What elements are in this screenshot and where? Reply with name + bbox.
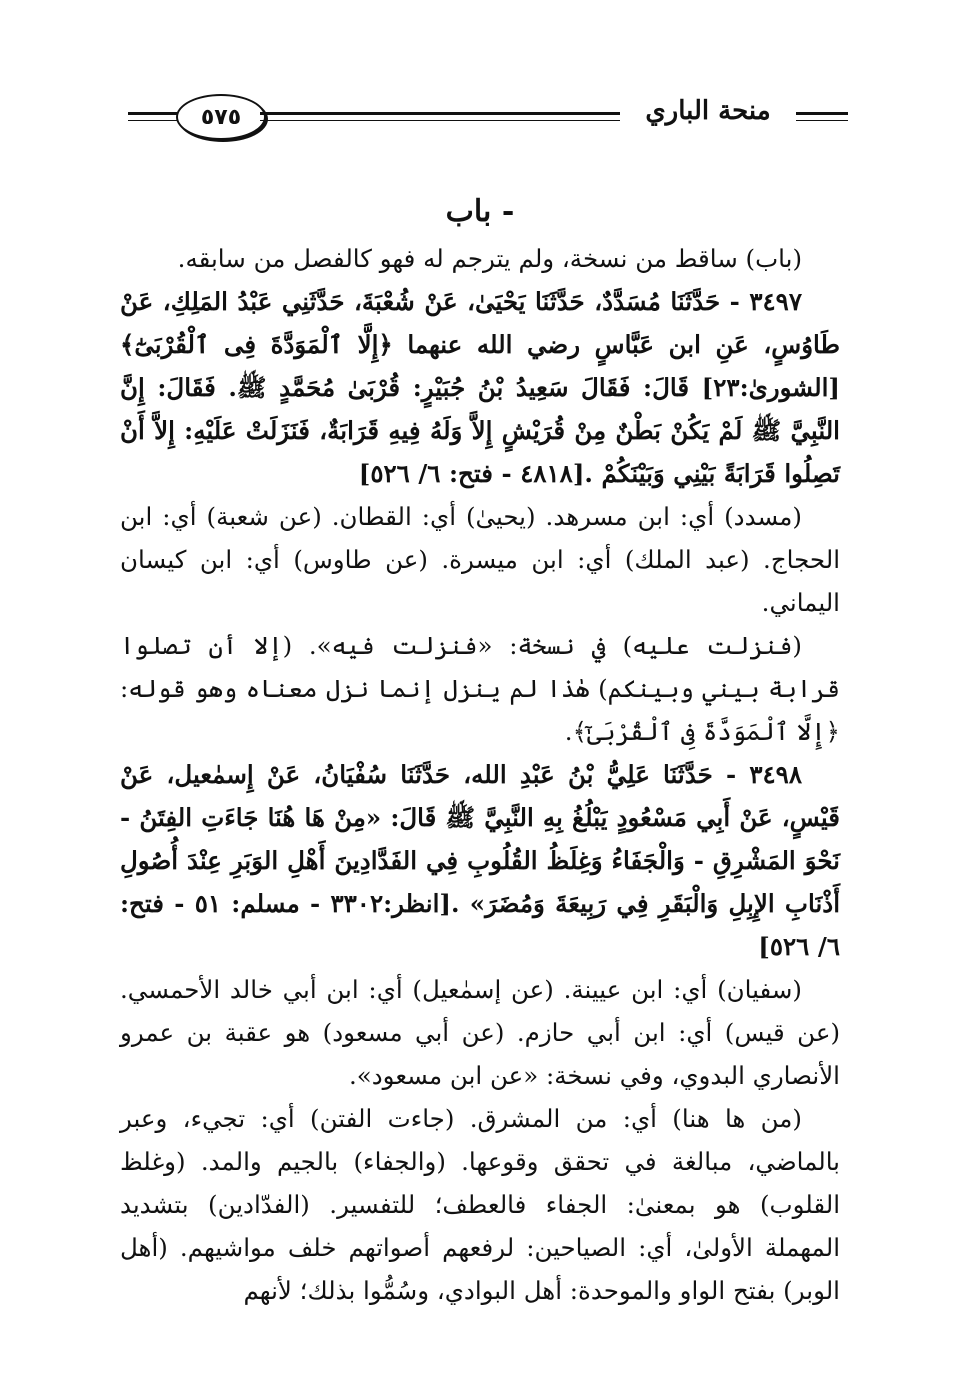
running-title: منحة الباري	[645, 96, 771, 126]
commentary-paragraph: (مسدد) أي: ابن مسرهد. (يحيىٰ) أي: القطان. (عن شعبة) أي: ابن الحجاج. (عبد الملك) أي: ابن ميسرة. (عن طاوس) أي: ابن كيسان اليماني.	[120, 502, 840, 617]
commentary-paragraph: (سفيان) أي: ابن عيينة. (عن إسمٰعيل) أي: ابن أبي خالد الأحمسي. (عن قيس) أي: ابن أبي حازم. (عن أبي مسعود) هو عقبة بن عمرو الأنصاري البدوي، وفي نسخة: «عن ابن مسعود».	[120, 975, 840, 1090]
page-content	[120, 190, 840, 1312]
commentary-paragraph: (باب) ساقط من نسخة، ولم يترجم له فهو كالفصل من سابقه.	[177, 244, 802, 273]
paragraph-list	[120, 237, 840, 1312]
section-title: - باب	[445, 194, 515, 229]
page-number-badge	[176, 94, 266, 140]
header-rule-left	[128, 112, 178, 121]
page-number: ٥٧٥	[200, 104, 242, 130]
hadith-paragraph: ٣٤٩٨ - حَدَّثَنَا عَلِيُّ بْنُ عَبْدِ الله، حَدَّثَنَا سُفْيَانُ، عَنْ إِسمٰعيل، عَنْ قَيْسٍ، عَنْ أَبِي مَسْعُودٍ يَبْلُغُ بِهِ النَّبِيَّ ﷺ قَالَ: «مِنْ هَا هُنَا جَاءَتِ الفِتَنُ - نَحْوَ المَشْرِقِ - وَالْجَفَاءُ وَغِلَظُ القُلُوبِ فِي الفَدَّادِينَ أَهْلِ الوَبَرِ عِنْدَ أُصُولِ أَذْنَابِ الإِبِلِ وَالْبَقَرِ فِي رَبِيعَةَ وَمُضَرَ» .[انظر:٣٣٠٢ - مسلم: ٥١ - فتح: ٦/ ٥٢٦]	[120, 760, 840, 961]
page-header	[128, 92, 848, 142]
commentary-paragraph: (من ها هنا) أي: من المشرق. (جاءت الفتن) أي: تجيء، وعبر بالماضي، مبالغة في تحقق وقوعها. (والجفاء) بالجيم والمد. (وغلظ القلوب) هو بمعنىٰ: الجفاء فالعطف؛ للتفسير. (الفدّادين) بتشديد المهملة الأولىٰ، أي: الصياحين: لرفعهم أصواتهم خلف مواشيهم. (أهل الوبر) بفتح الواو والموحدة: أهل البوادي، وسُمُّوا بذلك؛ لأنهم	[120, 1104, 840, 1305]
header-rule-right	[796, 112, 848, 121]
hadith-paragraph: ٣٤٩٧ - حَدَّثَنَا مُسَدَّدٌ، حَدَّثَنَا يَحْيَىٰ، عَنْ شُعْبَةَ، حَدَّثَنِي عَبْدُ المَلِكِ، عَنْ طَاوُسٍ، عَنِ ابن عَبَّاسٍ رضي الله عنهما ﴿إِلَّا ٱلْمَوَدَّةَ فِى ٱلْقُرْبَىٰٓ﴾ [الشورىٰ:٢٣] قَالَ: فَقَالَ سَعِيدُ بْنُ جُبَيْرٍ: قُرْبَىٰ مُحَمَّدٍ ﷺ. فَقَالَ: إِنَّ النَّبِيَّ ﷺ لَمْ يَكُنْ بَطْنٌ مِنْ قُرَيْشٍ إِلاَّ وَلَهُ فِيهِ قَرَابَةٌ، فَنَزَلَتْ عَلَيْهِ: إِلاَّ أَنْ تَصِلُوا قَرَابَةً بَيْنِي وَبَيْنَكُمْ .[٤٨١٨ - فتح: ٦/ ٥٢٦]	[120, 287, 840, 488]
header-rule-middle	[260, 112, 620, 121]
commentary-paragraph: (فنزلت عليه) في نسخة: «فنزلت فيه». (إلا أن تصلوا قرابة بيني وبينكم) هٰذا لم ينزل إنما نزل معناه وهو قوله: ﴿إِلَّا ٱلْمَوَدَّةَ فِى ٱلْقُرْبَىٰٓ﴾.	[120, 631, 840, 746]
